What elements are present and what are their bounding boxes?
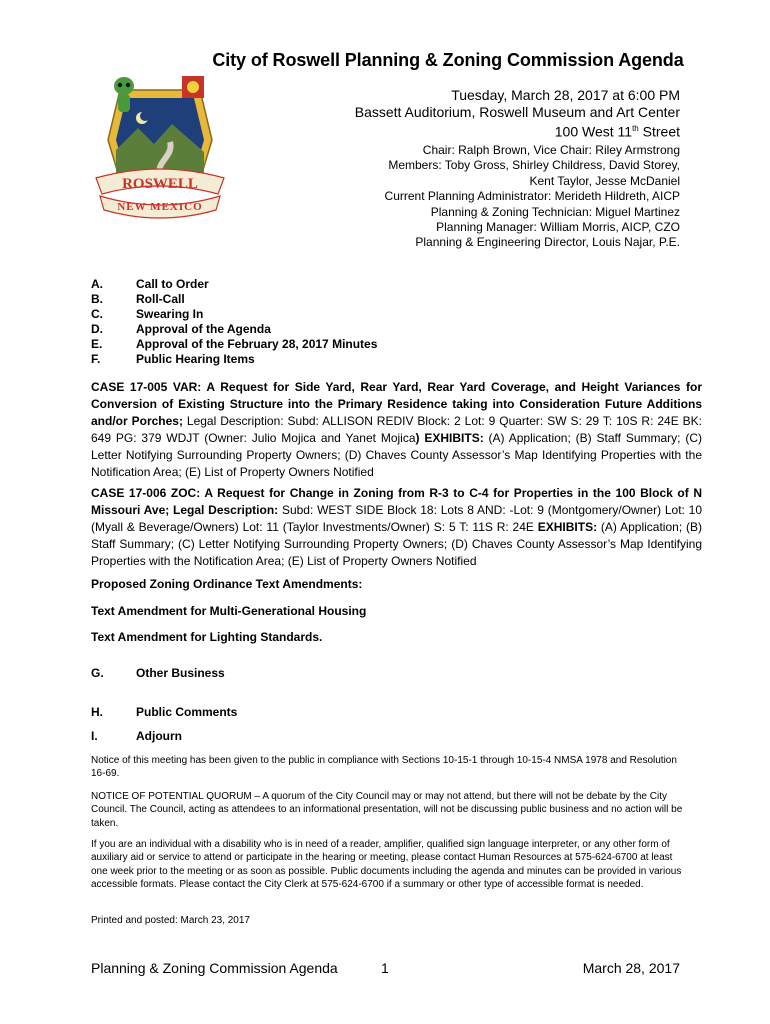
logo-text-new-mexico: NEW MEXICO xyxy=(117,201,203,213)
logo-text-roswell: ROSWELL xyxy=(122,176,198,192)
amendment-item: Text Amendment for Multi-Generational Housing xyxy=(91,604,367,618)
amendments-heading: Proposed Zoning Ordinance Text Amendments: xyxy=(91,577,363,591)
officials-block xyxy=(385,143,680,251)
footer-date: March 28, 2017 xyxy=(582,960,680,976)
footer-title: Planning & Zoning Commission Agenda xyxy=(91,960,338,976)
case-17-006: CASE 17-006 ZOC: A Request for Change in Zoning from R-3 to C-4 for Properties in the 100 Block of N Missouri Ave; Legal Description: Subd: WEST SIDE Block 18: Lots 8 AND: -Lot: 9 (Montgomery/Owner) Lot: 10 (Myall & Beverage/Owners) Lot: 11 (Taylor Investments/Owner) S: 5 T: 11S R: 24E EXHIBITS: (A) Application; (B) Staff Summary; (C) Letter Notifying Surrounding Property Owners; (D) Chaves County Assessor’s Map Identifying Properties with the Notification Area; (E) List of Property Owners Notified xyxy=(91,486,702,568)
printed-date: Printed and posted: March 23, 2017 xyxy=(91,915,250,926)
official-line: Planning & Zoning Technician: Miguel Martinez xyxy=(430,204,680,219)
agenda-item: E. Approval of the February 28, 2017 Minutes xyxy=(91,337,378,351)
agenda-item: D. Approval of the Agenda xyxy=(91,322,271,336)
agenda-item: B. Roll-Call xyxy=(91,292,185,306)
case-17-005: CASE 17-005 VAR: A Request for Side Yard, Rear Yard, Rear Yard Coverage, and Height Variances for Conversion of Existing Structure into the Primary Residence taking into Consideration Future Additions and/or Porches; Legal Description: Subd: ALLISON REDIV Block: 2 Lot: 9 Quarter: SW S: 29 T: 10S R: 24E BK: 649 PG: 379 WDJT (Owner: Julio Mojica and Yanet Mojica) EXHIBITS: (A) Application; (B) Staff Summary; (C) Letter Notifying Surrounding Property Owners; (D) Chaves County Assessor’s Map Identifying Properties with the Notification Area; (E) List of Property Owners Notified xyxy=(91,380,702,479)
meeting-notice: Notice of this meeting has been given to the public in compliance with Sections 10-15-1 through 10-15-4 NMSA 1978 and Resolution 16-69. xyxy=(91,755,677,780)
official-line: Chair: Ralph Brown, Vice Chair: Riley Armstrong xyxy=(422,143,680,157)
city-seal-logo xyxy=(90,70,230,220)
agenda-item: F. Public Hearing Items xyxy=(91,352,255,366)
amendment-item: Text Amendment for Lighting Standards. xyxy=(91,630,323,644)
official-line: Kent Taylor, Jesse McDaniel xyxy=(529,173,680,188)
official-line: Planning Manager: William Morris, AICP, CZO xyxy=(436,220,680,235)
official-line: Members: Toby Gross, Shirley Childress, David Storey, xyxy=(388,158,680,173)
page-title: City of Roswell Planning & Zoning Commission Agenda xyxy=(212,50,684,70)
footer-page-number: 1 xyxy=(381,960,389,976)
agenda-item: C. Swearing In xyxy=(91,307,204,321)
disability-notice: If you are an individual with a disability who is in need of a reader, amplifier, qualified sign language interpreter, or any other form of auxiliary aid or service to attend or participate in the hearing or meeting, please contact Human Resources at 575-624-6700 at least one week prior to the meeting or as soon as possible. Public documents including the agenda and minutes can be provided in various accessible formats. Please contact the City Clerk at 575-624-6700 if a summary or other type of accessible format is needed. xyxy=(91,839,682,891)
agenda-item-list xyxy=(91,277,691,367)
agenda-item-adjourn: I. Adjourn xyxy=(91,729,182,743)
official-line: Current Planning Administrator: Merideth Hildreth, AICP xyxy=(384,189,680,204)
agenda-item: A. Call to Order xyxy=(91,277,209,291)
agenda-item-other-business: G. Other Business xyxy=(91,666,225,680)
quorum-notice: NOTICE OF POTENTIAL QUORUM – A quorum of the City Council may or may not attend, but there will not be debate by the City Council. The Council, acting as attendees to an informational presentation, will not be discussing public business and no action will be taken. xyxy=(91,791,683,829)
official-line: Planning & Engineering Director, Louis Najar, P.E. xyxy=(415,235,680,250)
agenda-item-public-comments: H. Public Comments xyxy=(91,705,238,719)
meeting-venue: Bassett Auditorium, Roswell Museum and Art Center xyxy=(354,104,680,120)
meeting-date: Tuesday, March 28, 2017 at 6:00 PM xyxy=(451,87,680,103)
meeting-address: 100 West 11th Street xyxy=(554,123,680,140)
